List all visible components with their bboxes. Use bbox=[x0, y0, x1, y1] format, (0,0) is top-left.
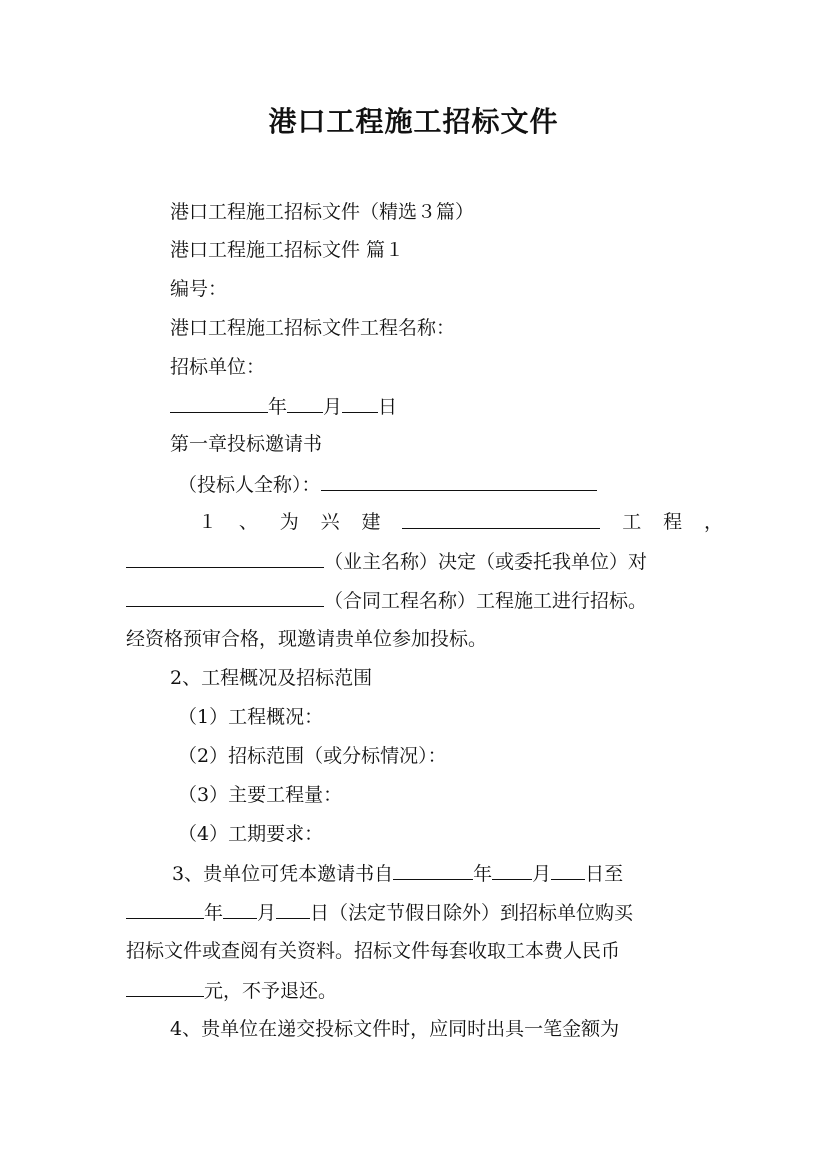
item-4: （4）工期要求： bbox=[178, 823, 324, 845]
month-label: 月 bbox=[532, 863, 552, 885]
date-line bbox=[170, 394, 397, 419]
day-label: 日至 bbox=[585, 863, 624, 885]
article-heading: 港口工程施工招标文件 篇１ bbox=[170, 239, 405, 261]
tender-unit-label: 招标单位： bbox=[170, 356, 266, 378]
blank-bidder-name bbox=[321, 472, 597, 491]
word: 兴 bbox=[320, 511, 340, 533]
word: 、 bbox=[238, 511, 258, 533]
blank-month bbox=[287, 394, 323, 413]
section-3-text: 3、贵单位可凭本邀请书自 bbox=[172, 863, 394, 885]
owner-text: （业主名称）决定（或委托我单位）对 bbox=[324, 551, 648, 573]
month-label: 月 bbox=[257, 902, 277, 924]
number-label: 编号： bbox=[170, 278, 228, 300]
blank-year-from bbox=[393, 861, 473, 880]
invitation-line: 经资格预审合格，现邀请贵单位参加投标。 bbox=[126, 628, 488, 650]
word: 程 bbox=[663, 511, 683, 533]
item-2: （2）招标范围（或分标情况）： bbox=[178, 745, 447, 767]
bidder-name-line bbox=[178, 472, 597, 497]
word: ， bbox=[703, 511, 723, 533]
section-3-line-3: 招标文件或查阅有关资料。招标文件每套收取工本费人民币 bbox=[126, 940, 621, 962]
blank-fee bbox=[126, 978, 204, 997]
blank-year bbox=[170, 394, 268, 413]
blank-day bbox=[342, 394, 378, 413]
paragraph-1-line bbox=[198, 510, 723, 534]
blank-year-to bbox=[126, 900, 204, 919]
month-label: 月 bbox=[323, 396, 343, 418]
blank-day-to bbox=[276, 900, 310, 919]
section-3-line-4 bbox=[126, 978, 337, 1003]
blank-owner bbox=[126, 549, 324, 568]
bidder-name-label: （投标人全称）： bbox=[178, 474, 321, 496]
word: 建 bbox=[361, 511, 381, 533]
document-title: 港口工程施工招标文件 bbox=[268, 105, 559, 138]
fee-text: 元，不予退还。 bbox=[204, 980, 338, 1002]
day-label: 日 bbox=[378, 396, 398, 418]
owner-line bbox=[126, 549, 647, 574]
section-3-line-1 bbox=[172, 861, 623, 886]
item-3: （3）主要工程量： bbox=[178, 784, 343, 806]
year-label: 年 bbox=[268, 396, 288, 418]
year-label: 年 bbox=[473, 863, 493, 885]
item-1: （1）工程概况： bbox=[178, 706, 324, 728]
project-name-label: 港口工程施工招标文件工程名称： bbox=[170, 317, 456, 339]
section-3-line-2 bbox=[126, 900, 633, 925]
chapter-heading: 第一章投标邀请书 bbox=[170, 433, 323, 455]
day-text: 日（法定节假日除外）到招标单位购买 bbox=[310, 902, 634, 924]
blank-month-to bbox=[223, 900, 257, 919]
blank-project bbox=[402, 510, 600, 529]
contract-line bbox=[126, 588, 647, 613]
section-2-heading: 2、工程概况及招标范围 bbox=[170, 667, 373, 689]
blank-month-from bbox=[492, 861, 532, 880]
year-label: 年 bbox=[204, 902, 224, 924]
blank-contract bbox=[126, 588, 324, 607]
word: 为 bbox=[279, 511, 299, 533]
contract-text: （合同工程名称）工程施工进行招标。 bbox=[324, 590, 648, 612]
blank-day-from bbox=[551, 861, 585, 880]
word: １ bbox=[198, 511, 218, 533]
section-4-line: 4、贵单位在递交投标文件时，应同时出具一笔金额为 bbox=[170, 1018, 620, 1040]
subtitle-line: 港口工程施工招标文件（精选３篇） bbox=[170, 201, 475, 223]
word: 工 bbox=[622, 511, 642, 533]
